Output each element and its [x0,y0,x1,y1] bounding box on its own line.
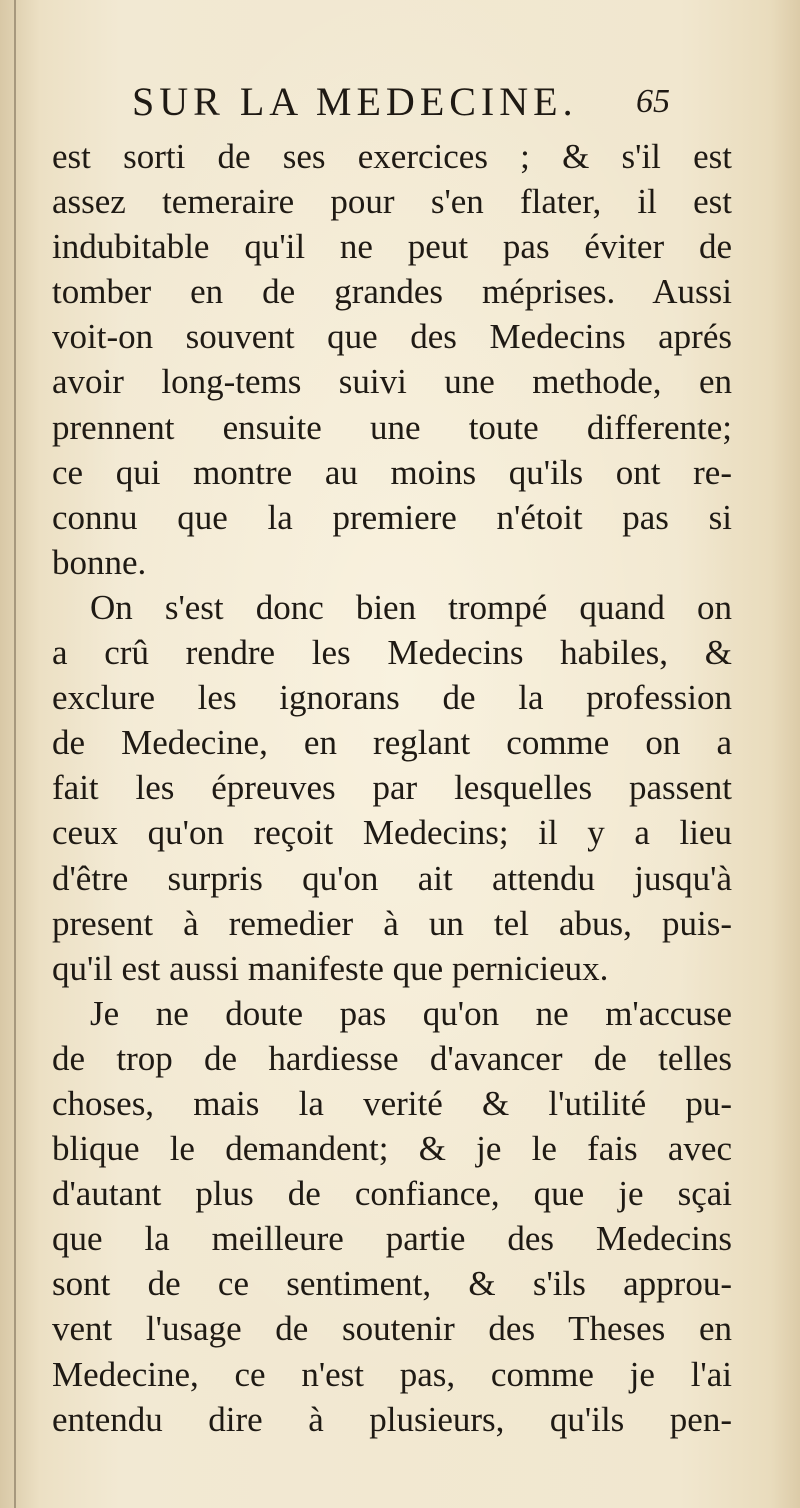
text-line: Medecine, ce n'est pas, comme je l'ai [52,1354,732,1394]
page-number: 65 [636,83,670,120]
text-line: exclure les ignorans de la profession [52,678,732,718]
text-line: est sorti de ses exercices ; & s'il est [52,137,732,176]
text-line: que la meilleure partie des Medecins [52,1219,732,1259]
text-line: On s'est donc bien trompé quand on [90,587,732,627]
text-line: avoir long-tems suivi une methode, en [52,362,732,402]
text-line: present à remedier à un tel abus, puis- [52,903,732,943]
text-line: ceux qu'on reçoit Medecins; il y a lieu [52,813,732,853]
text-line: qu'il est aussi manifeste que pernicieux. [52,948,609,988]
text-line: d'être surpris qu'on ait attendu jusqu'à [52,858,732,898]
text-line: entendu dire à plusieurs, qu'ils pen- [52,1399,732,1439]
page-gutter [14,0,16,1508]
text-line: voit-on souvent que des Medecins aprés [52,317,732,357]
text-line: ce qui montre au moins qu'ils ont re- [52,452,732,492]
text-line: vent l'usage de soutenir des Theses en [52,1309,732,1349]
text-line: tomber en de grandes méprises. Aussi [52,272,732,312]
text-line: de trop de hardiesse d'avancer de telles [52,1038,732,1078]
text-line: de Medecine, en reglant comme on a [52,723,732,763]
text-line: indubitable qu'il ne peut pas éviter de [52,227,732,267]
text-line: connu que la premiere n'étoit pas si [52,497,732,537]
text-line: choses, mais la verité & l'utilité pu- [52,1083,732,1123]
page-header [0,72,800,132]
text-line: a crû rendre les Medecins habiles, & [52,633,732,673]
text-line: fait les épreuves par lesquelles passent [52,768,732,808]
text-line: prennent ensuite une toute differente; [52,407,732,447]
running-head: SUR LA MEDECINE. [132,79,578,124]
text-line: assez temeraire pour s'en flater, il est [52,182,732,222]
text-line: d'autant plus de confiance, que je sçai [52,1174,732,1214]
body-text [52,134,732,1442]
text-line: sont de ce sentiment, & s'ils approu- [52,1264,732,1304]
text-line: Je ne doute pas qu'on ne m'accuse [90,993,732,1033]
text-line: bonne. [52,542,147,582]
text-line: blique le demandent; & je le fais avec [52,1129,732,1169]
